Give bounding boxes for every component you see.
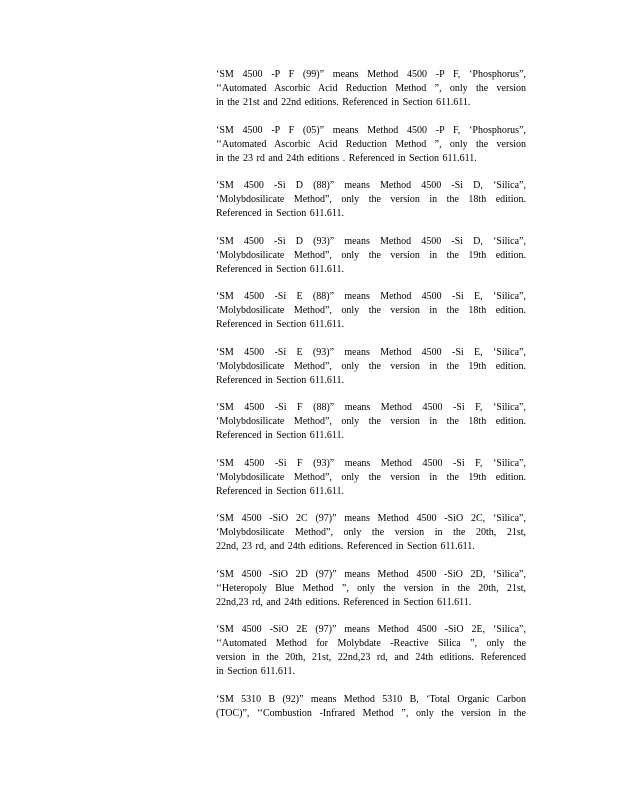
text-line: ‘Molybdosilicate Method”, only the version in the 18th edition.: [216, 194, 526, 205]
text-line: ‘SM 5310 B (92)” means Method 5310 B, ‘Total Organic Carbon: [216, 693, 526, 705]
text-line: in Section 611.611.: [216, 666, 296, 677]
text-line: ‘‘Automated Method for Molybdate -Reactive Silica ”, only the: [216, 638, 526, 649]
text-line: 22nd, 23 rd, and 24th editions. Referenced in Section 611.611.: [216, 541, 475, 552]
text-line: Referenced in Section 611.611.: [216, 430, 345, 441]
text-line: ‘Molybdosilicate Method”, only the version in the 18th edition.: [216, 416, 526, 427]
definition-sm-4500-si-e-88: [216, 290, 526, 332]
text-line: Referenced in Section 611.611.: [216, 263, 345, 275]
text-line: Referenced in Section 611.611.: [216, 208, 345, 219]
definition-sm-4500-si-d-93: [216, 235, 526, 277]
text-line: ‘Molybdosilicate Method”, only the version in the 19th edition.: [216, 471, 526, 483]
text-line: ‘SM 4500 -Si E (88)” means Method 4500 -Si E, ‘Silica”,: [216, 291, 526, 302]
text-line: ‘SM 4500 -P F (99)” means Method 4500 -P F, ‘Phosphorus”,: [216, 69, 526, 80]
text-line: version in the 20th, 21st, 22nd,23 rd, and 24th editions. Referenced: [216, 652, 526, 663]
text-line: ‘SM 4500 -SiO 2E (97)” means Method 4500 -SiO 2E, ‘Silica”,: [216, 624, 526, 635]
definition-sm-4500-si-f-93: [216, 457, 526, 499]
text-line: Referenced in Section 611.611.: [216, 374, 345, 386]
definition-sm-4500-sio2-d-97: [216, 568, 526, 610]
text-line: Referenced in Section 611.611.: [216, 319, 345, 330]
definition-sm-4500-p-f-99: [216, 68, 526, 110]
text-line: ‘‘Heteropoly Blue Method ”, only the version in the 20th, 21st,: [216, 582, 526, 594]
text-line: ‘SM 4500 -SiO 2D (97)” means Method 4500 -SiO 2D, ‘Silica”,: [216, 568, 526, 580]
text-line: ‘SM 4500 -SiO 2C (97)” means Method 4500 -SiO 2C, ‘Silica”,: [216, 513, 526, 524]
definition-sm-4500-p-f-05: [216, 124, 526, 166]
text-line: in the 23 rd and 24th editions . Referenced in Section 611.611.: [216, 152, 477, 164]
text-line: ‘‘Automated Ascorbic Acid Reduction Method ”, only the version: [216, 83, 526, 94]
text-line: 22nd,23 rd, and 24th editions. Referenced in Section 611.611.: [216, 596, 472, 608]
definition-sm-4500-si-d-88: [216, 179, 526, 221]
text-line: ‘Molybdosilicate Method”, only the version in the 20th, 21st,: [216, 527, 526, 538]
definition-sm-5310-b-92: [216, 693, 526, 721]
text-line: ‘‘Automated Ascorbic Acid Reduction Method ”, only the version: [216, 138, 526, 150]
text-line: ‘Molybdosilicate Method”, only the version in the 18th edition.: [216, 305, 526, 316]
text-line: ‘SM 4500 -Si D (88)” means Method 4500 -Si D, ‘Silica”,: [216, 180, 526, 191]
text-line: in the 21st and 22nd editions. Referenced in Section 611.611.: [216, 97, 471, 108]
text-line: ‘SM 4500 -Si E (93)” means Method 4500 -Si E, ‘Silica”,: [216, 346, 526, 358]
definition-sm-4500-si-e-93: [216, 346, 526, 388]
definition-sm-4500-si-f-88: [216, 401, 526, 443]
text-line: ‘SM 4500 -Si F (93)” means Method 4500 -Si F, ‘Silica”,: [216, 457, 526, 469]
document-body: [216, 68, 526, 734]
text-line: ‘SM 4500 -Si F (88)” means Method 4500 -Si F, ‘Silica”,: [216, 402, 526, 413]
text-line: ‘SM 4500 -P F (05)” means Method 4500 -P F, ‘Phosphorus”,: [216, 124, 526, 136]
definition-sm-4500-sio2-e-97: [216, 623, 526, 679]
text-line: (TOC)”, ‘‘Combustion -Infrared Method ”, only the version in the: [216, 707, 526, 719]
text-line: Referenced in Section 611.611.: [216, 485, 345, 497]
text-line: ‘Molybdosilicate Method”, only the version in the 19th edition.: [216, 249, 526, 261]
text-line: ‘Molybdosilicate Method”, only the version in the 19th edition.: [216, 360, 526, 372]
definition-sm-4500-sio2-c-97: [216, 512, 526, 554]
text-line: ‘SM 4500 -Si D (93)” means Method 4500 -Si D, ‘Silica”,: [216, 235, 526, 247]
